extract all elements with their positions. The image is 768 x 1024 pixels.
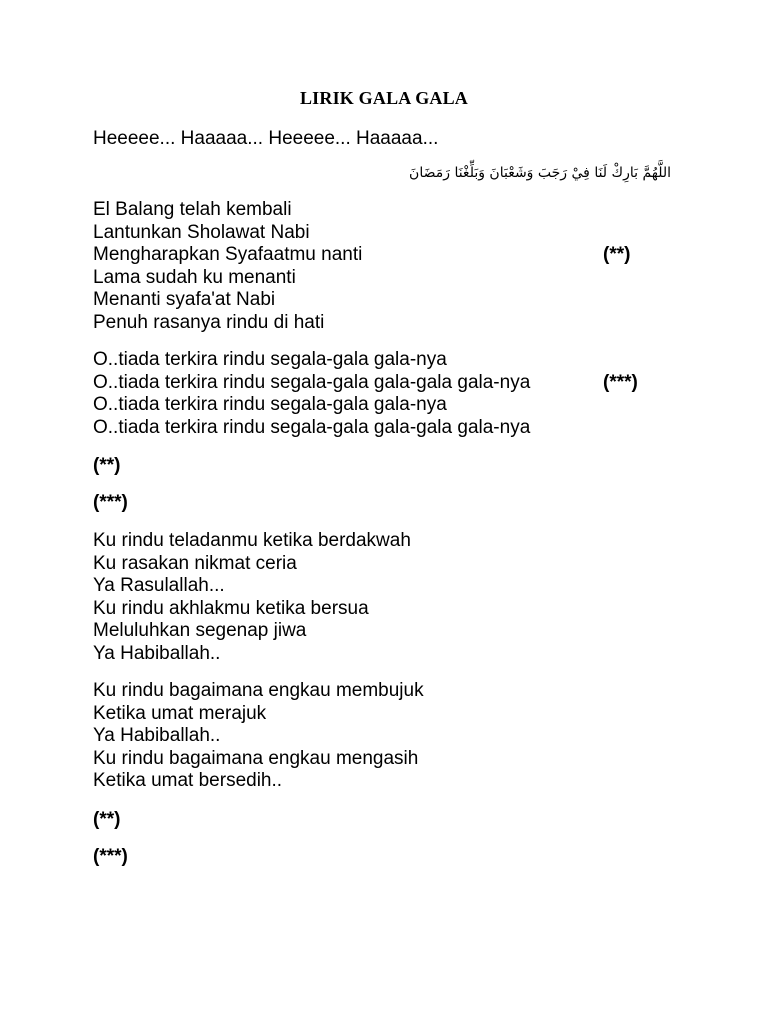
lyric-line: Ku rindu teladanmu ketika berdakwah — [93, 530, 411, 551]
verse-2 — [93, 530, 683, 665]
repeat-marker-double: (**) — [93, 809, 121, 830]
chorus — [93, 349, 683, 439]
arabic-prayer: اللَّهُمَّ بَارِكْ لَنَا فِيْ رَجَبَ وَشَعْبَانَ وَبَلِّغْنَا رَمَضَانَ — [409, 165, 671, 181]
lyric-line: Ya Rasulallah... — [93, 575, 225, 596]
lyric-line: Lantunkan Sholawat Nabi — [93, 221, 310, 243]
lyric-line-with-marker — [93, 244, 683, 267]
intro-text: Heeeee... Haaaaa... Heeeee... Haaaaa... — [93, 128, 439, 149]
lyric-line: Ketika umat bersedih.. — [93, 770, 283, 791]
lyric-line: O..tiada terkira rindu segala-gala gala-gala gala-nya — [93, 416, 531, 438]
intro-line — [93, 128, 683, 151]
lyric-line: Ku rasakan nikmat ceria — [93, 552, 297, 574]
lyric-line: Meluluhkan segenap jiwa — [93, 620, 307, 641]
repeat-marker-double: (**) — [93, 455, 121, 476]
lyric-line: Penuh rasanya rindu di hati — [93, 311, 325, 333]
repeat-marker-triple: (***) — [93, 846, 128, 867]
verse-3 — [93, 680, 683, 793]
lyric-line-with-marker — [93, 372, 683, 395]
lyric-line: Ku rindu akhlakmu ketika bersua — [93, 597, 369, 619]
lyric-line: Ku rindu bagaimana engkau membujuk — [93, 680, 424, 701]
page-title: LIRIK GALA GALA — [299, 88, 469, 108]
lyric-line: Ketika umat merajuk — [93, 702, 267, 724]
lyric-line: O..tiada terkira rindu segala-gala gala-nya — [93, 349, 447, 370]
verse-1 — [93, 199, 683, 334]
lyric-line: O..tiada terkira rindu segala-gala gala-nya — [93, 394, 447, 415]
lyric-line: Menanti syafa'at Nabi — [93, 289, 276, 310]
lyric-line: Ku rindu bagaimana engkau mengasih — [93, 747, 419, 769]
lyric-line: Ya Habiballah.. — [93, 642, 221, 664]
lyric-line: Lama sudah ku menanti — [93, 266, 296, 288]
lyric-line: El Balang telah kembali — [93, 199, 292, 220]
repeat-marker-double: (**) — [603, 244, 631, 265]
lyric-line: Ya Habiballah.. — [93, 725, 221, 746]
lyric-line-text: O..tiada terkira rindu segala-gala gala-gala gala-nya — [93, 371, 531, 393]
repeat-marker-triple: (***) — [93, 492, 128, 513]
repeat-marker-triple: (***) — [603, 371, 638, 393]
lyric-line-text: Mengharapkan Syafaatmu nanti — [93, 244, 363, 265]
